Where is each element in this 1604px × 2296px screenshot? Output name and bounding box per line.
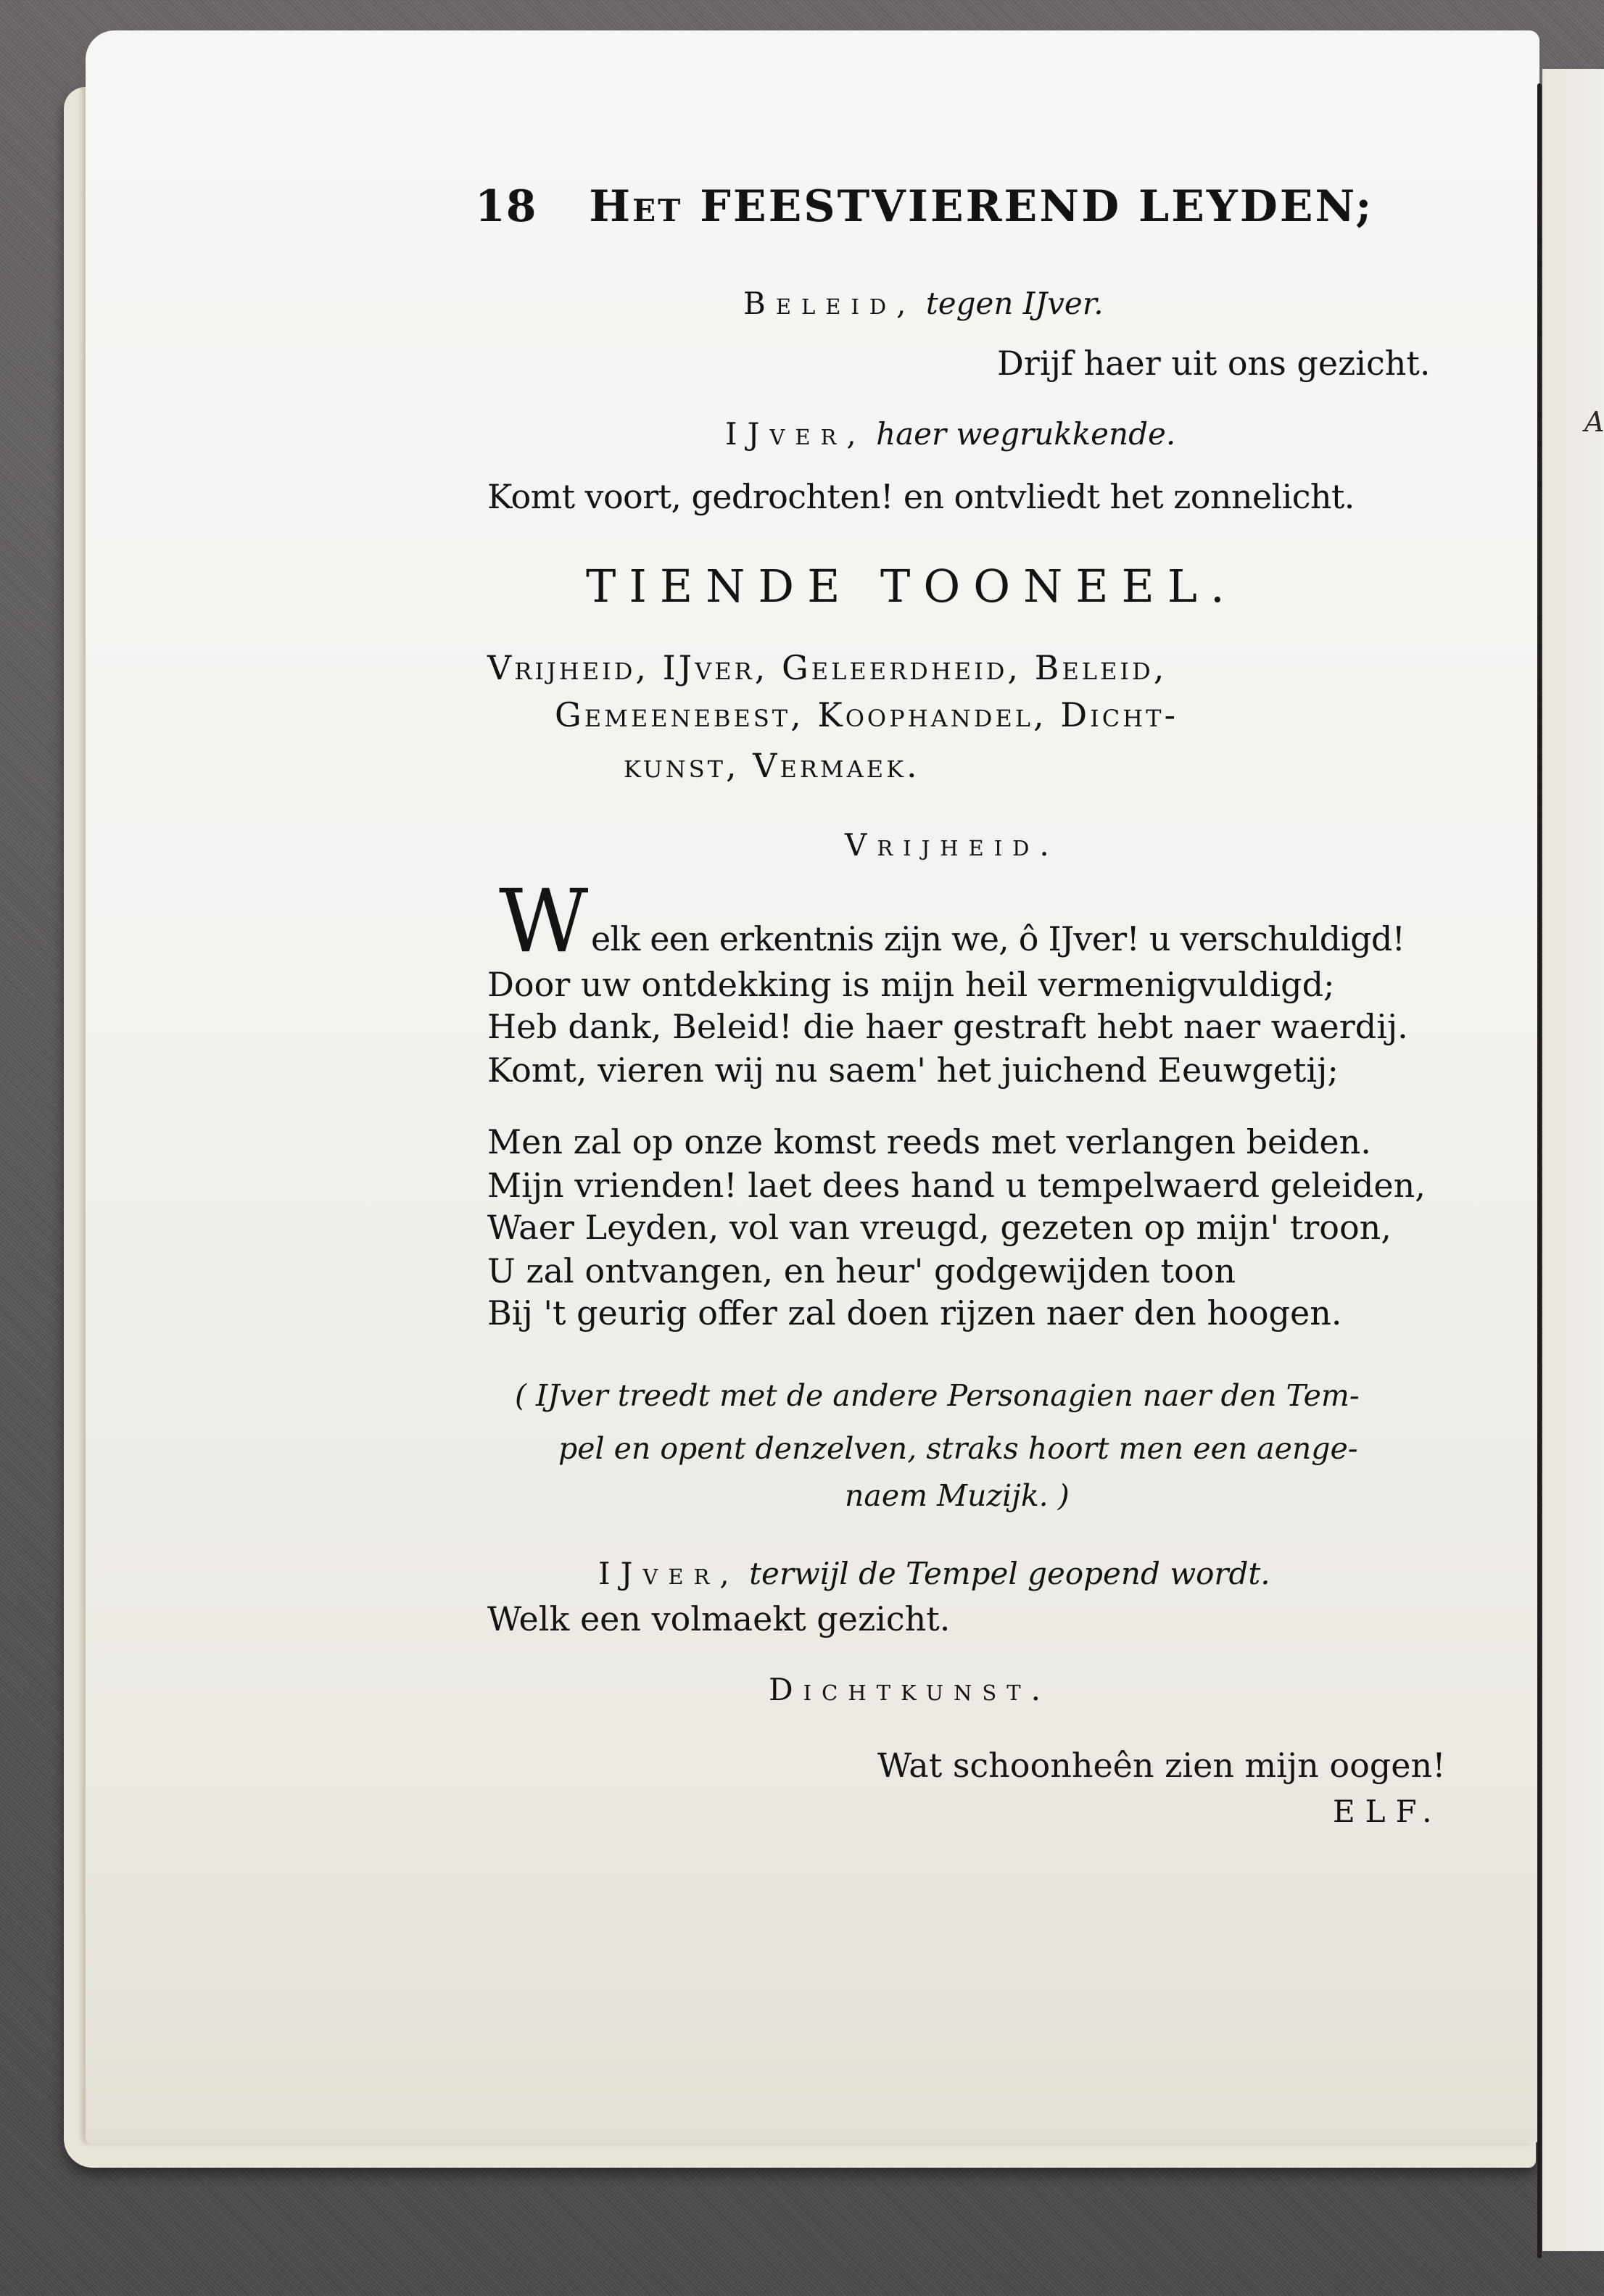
verse-line: Waer Leyden, vol van vreugd, gezeten op mijn' troon, (487, 1208, 1392, 1247)
drop-cap: W (499, 871, 589, 972)
verse-line: U zal ontvangen, en heur' godgewijden toon (487, 1251, 1236, 1290)
speaker-ijver (725, 416, 1176, 452)
speaker-name: IJver, (598, 1556, 740, 1591)
speaker-beleid (743, 286, 1104, 321)
stage-note: haer wegrukkende. (876, 416, 1176, 452)
speaker-dichtkunst: Dichtkunst. (769, 1672, 1051, 1707)
cast-line: kunst, Vermaek. (624, 746, 920, 785)
cast-line: Gemeenebest, Koophandel, Dicht- (555, 695, 1179, 734)
cast-line: Vrijheid, IJver, Geleerdheid, Beleid, (487, 648, 1167, 687)
verse-line: Komt, vieren wij nu saem' het juichend Eeuwgetij; (487, 1050, 1339, 1090)
running-header (475, 181, 1374, 232)
verse-line: Mijn vrienden! laet dees hand u tempelwaerd geleiden, (487, 1166, 1426, 1205)
scene-title: TIENDE TOONEEL. (586, 560, 1238, 613)
book-gutter (1537, 83, 1542, 2258)
verse-line: Drijf haer uit ons gezicht. (997, 344, 1431, 383)
verse-line: Door uw ontdekking is mijn heil vermenigvuldigd; (487, 965, 1335, 1004)
stage-note: tegen IJver. (925, 286, 1104, 321)
verse-line: elk een erkentnis zijn we, ô IJver! u verschuldigd! (591, 919, 1405, 958)
page-number: 18 (475, 181, 537, 232)
speaker-vrijheid: Vrijheid. (845, 827, 1059, 863)
verse-line: Komt voort, gedrochten! en ontvliedt het zonnelicht. (487, 477, 1355, 516)
verse-line: Bij 't geurig offer zal doen rijzen naer den hoogen. (487, 1293, 1342, 1333)
speaker-name: IJver, (725, 416, 867, 452)
speaker-name: Beleid, (743, 286, 917, 321)
stage-direction-line: ( IJver treedt met de andere Personagien naer den Tem- (515, 1378, 1360, 1413)
speaker-ijver (598, 1556, 1270, 1591)
stage-note: terwijl de Tempel geopend wordt. (749, 1556, 1270, 1591)
facing-page-edge (1542, 69, 1604, 2251)
verse-line: Men zal op onze komst reeds met verlangen beiden. (487, 1122, 1371, 1161)
facing-page-glyph: A (1584, 406, 1604, 438)
verse-line: Wat schoonheên zien mijn oogen! (877, 1746, 1446, 1785)
catchword: ELF. (1333, 1794, 1442, 1829)
verse-line: Welk een volmaekt gezicht. (487, 1599, 951, 1638)
verse-line: Heb dank, Beleid! die haer gestraft hebt naer waerdij. (487, 1007, 1408, 1046)
stage-direction-line: naem Muzijk. ) (845, 1478, 1070, 1513)
stage-direction-line: pel en opent denzelven, straks hoort men een aenge- (558, 1431, 1358, 1466)
running-title: Het FEESTVIEREND LEYDEN; (589, 181, 1374, 232)
